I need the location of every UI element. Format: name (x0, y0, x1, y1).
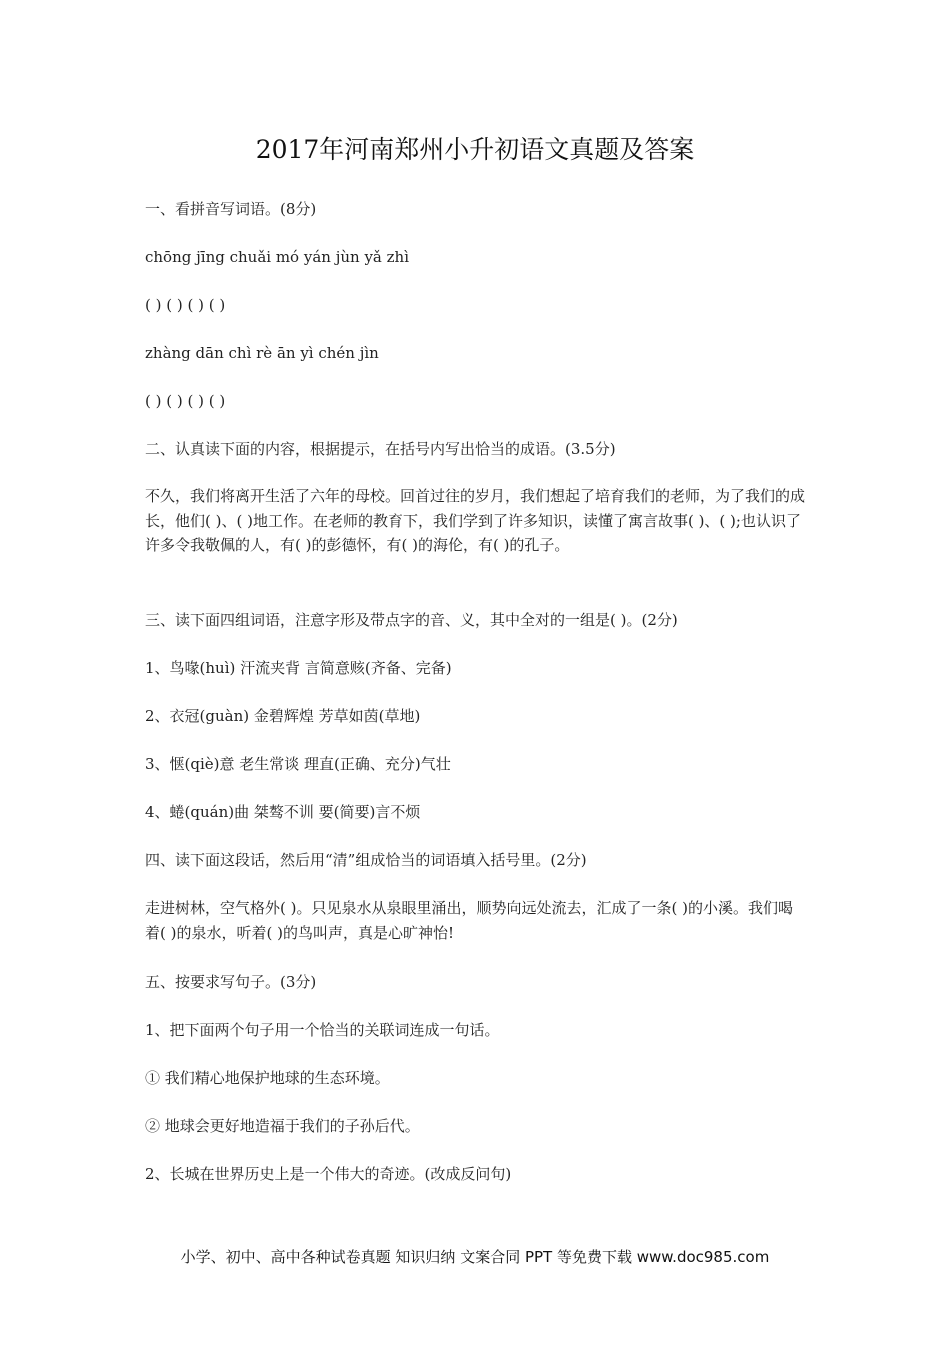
pinyin-row-2: zhàng dān chì rè ān yì chén jìn (145, 344, 379, 362)
section-3-heading: 三、读下面四组词语，注意字形及带点字的音、义，其中全对的一组是( )。(2分) (145, 611, 678, 629)
section-4-paragraph: 走进树林，空气格外( )。只见泉水从泉眼里涌出，顺势向远处流去，汇成了一条( )的小溪。我们喝着( )的泉水，听着( )的鸟叫声，真是心旷神怡! (145, 899, 793, 942)
section-5-heading: 五、按要求写句子。(3分) (145, 973, 317, 991)
sentence-1: ① 我们精心地保护地球的生态环境。 (145, 1069, 390, 1087)
page-footer: 小学、初中、高中各种试卷真题 知识归纳 文案合同 PPT 等免费下载 www.doc985.com (180, 1248, 770, 1266)
blank-row-1: ( ) ( ) ( ) ( ) (145, 296, 226, 314)
question-5-2: 2、长城在世界历史上是一个伟大的奇迹。(改成反问句) (145, 1165, 512, 1183)
document-title: 2017年河南郑州小升初语文真题及答案 (255, 135, 695, 164)
option-2: 2、衣冠(guàn) 金碧辉煌 芳草如茵(草地) (145, 707, 421, 725)
section-2-paragraph: 不久，我们将离开生活了六年的母校。回首过往的岁月，我们想起了培育我们的老师，为了我们的成长，他们( )、( )地工作。在老师的教育下，我们学到了许多知识，读懂了寓言故事( )、( );也认识了许多令我敬佩的人，有( )的彭德怀，有( )的海伦，有( )的孔子。 (145, 487, 806, 554)
section-2-heading: 二、认真读下面的内容，根据提示，在括号内写出恰当的成语。(3.5分) (145, 440, 616, 458)
sentence-2: ② 地球会更好地造福于我们的子孙后代。 (145, 1117, 420, 1135)
section-1-heading: 一、看拼音写词语。(8分) (145, 200, 317, 218)
blank-row-2: ( ) ( ) ( ) ( ) (145, 392, 226, 410)
pinyin-row-1: chōng jīng chuǎi mó yán jùn yǎ zhì (145, 248, 409, 266)
option-3: 3、惬(qiè)意 老生常谈 理直(正确、充分)气壮 (145, 755, 451, 773)
option-1: 1、鸟喙(huì) 汗流夹背 言简意赅(齐备、完备) (145, 659, 452, 677)
question-5-1: 1、把下面两个句子用一个恰当的关联词连成一句话。 (145, 1021, 500, 1039)
option-4: 4、蜷(quán)曲 桀骜不训 要(简要)言不烦 (145, 803, 421, 821)
section-4-heading: 四、读下面这段话，然后用“清”组成恰当的词语填入括号里。(2分) (145, 851, 587, 869)
